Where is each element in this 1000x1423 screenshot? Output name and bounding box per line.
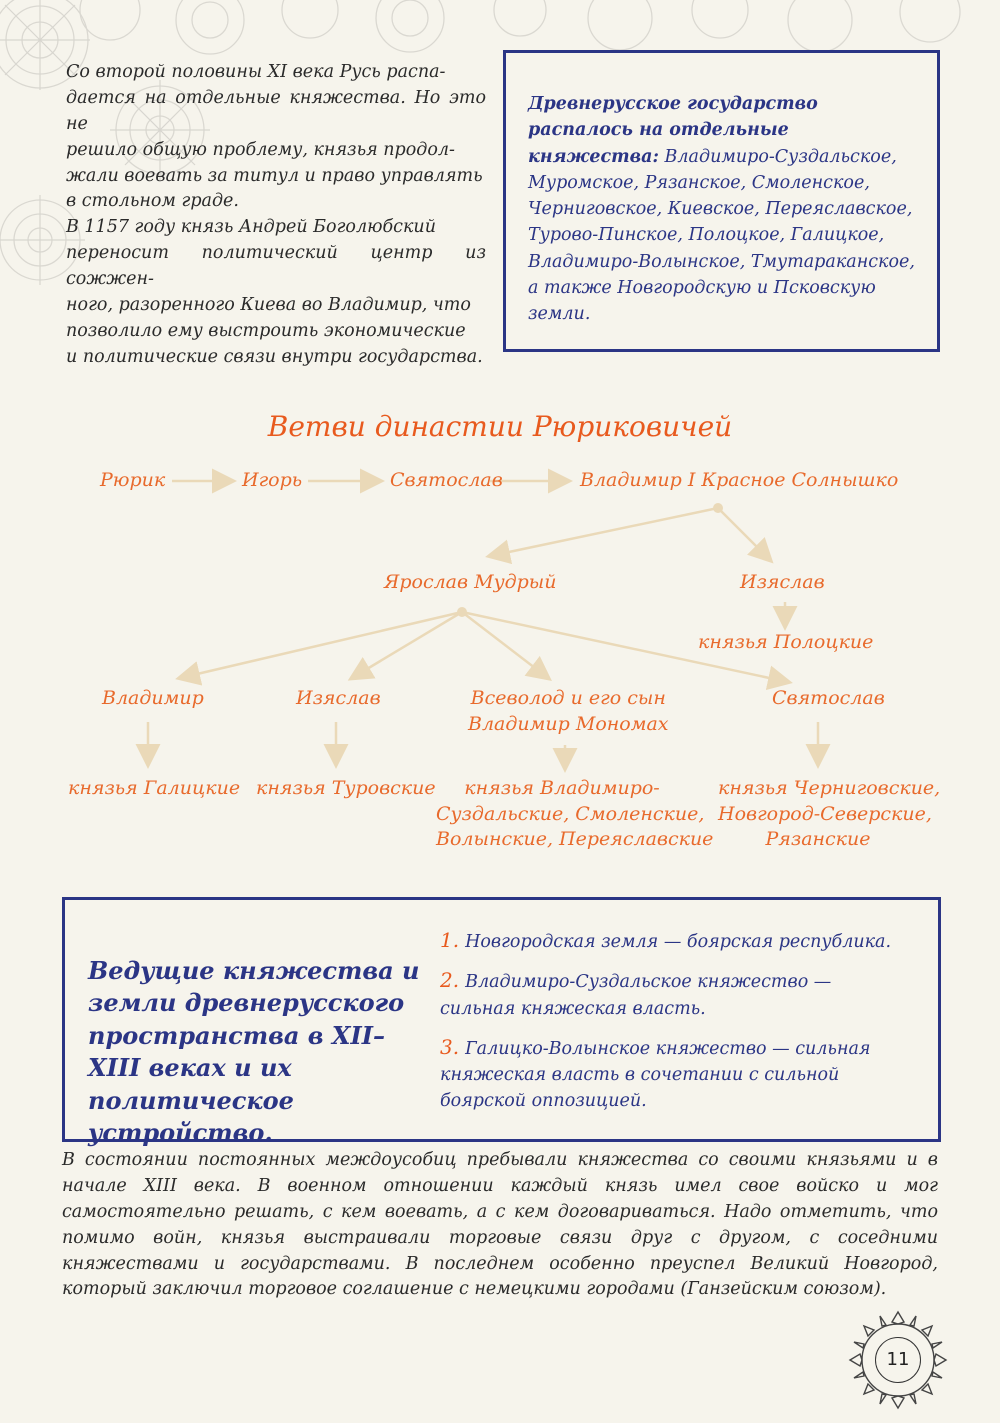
intro-line: в стольном граде. [66, 191, 239, 212]
node-chernigov-princes [718, 776, 941, 853]
intro-line: В 1157 году князь Андрей Боголюбский [66, 217, 436, 238]
node-galich-princes: князья Галицкие [68, 777, 241, 799]
list-text: Галицко-Волынское княжество — сильная княжеская власть в сочетании с сильной боярской оппозицией. [440, 1038, 871, 1112]
node-svyatoslav-2: Святослав [772, 687, 885, 709]
list-text: Новгородская земля — боярская республика. [465, 932, 892, 952]
node-polotsk-princes: князья Полоцкие [698, 631, 874, 653]
node-vladimir-princes [436, 776, 714, 853]
node-rurik: Рюрик [100, 469, 166, 491]
principalities-structure-list [440, 925, 910, 1125]
node-svyatoslav: Святослав [390, 469, 503, 491]
tree-title: Ветви династии Рюриковичей [267, 410, 733, 443]
list-number: 3. [440, 1034, 460, 1059]
intro-line: Со второй половины XI века Русь распа- [66, 62, 446, 82]
principalities-heading: Древнерусское государство распалось на отдельные княжества: [528, 94, 818, 167]
node-vladimir-princes-line3: Волынские, Переяславские [436, 828, 714, 851]
page-number: 11 [875, 1337, 921, 1383]
page-number-badge [848, 1310, 948, 1410]
node-izyaslav: Изяслав [296, 687, 381, 709]
node-izyaslav-polotsk: Изяслав [740, 571, 825, 593]
list-text: Владимиро-Суздальское княжество — сильная княжеская власть. [440, 972, 832, 1019]
node-yaroslav: Ярослав Мудрый [384, 571, 557, 593]
leading-principalities-title: Ведущие княжества и земли древнерусского пространства в XII–XIII веках и их политическое устройство. [88, 956, 420, 1147]
node-vsevolod-line1: Всеволод и его сын [470, 687, 666, 709]
list-item [440, 1032, 910, 1115]
list-number: 2. [440, 968, 460, 993]
list-item [440, 965, 910, 1022]
node-chernigov-line1: князья Черниговские, [718, 777, 941, 799]
intro-line: решило общую проблему, князья продол- [66, 139, 455, 160]
intro-line: жали воевать за титул и право управлять [66, 165, 483, 186]
node-igor: Игорь [242, 469, 303, 491]
node-vladimir-princes-line2: Суздальские, Смоленские, [436, 802, 705, 825]
intro-line: ного, разоренного Киева во Владимир, что [66, 295, 471, 316]
node-vsevolod-line2: Владимир Мономах [468, 712, 669, 735]
intro-line: переносит политический центр из сожжен- [66, 243, 486, 290]
node-vladimir-i: Владимир I Красное Солнышко [580, 469, 899, 491]
node-chernigov-line3: Рязанские [765, 828, 871, 851]
node-vladimir: Владимир [102, 687, 204, 709]
intro-line: дается на отдельные княжества. Но это не [66, 87, 486, 134]
node-vsevolod [468, 686, 669, 737]
node-chernigov-line2: Новгород-Северские, [718, 802, 932, 825]
node-vladimir-princes-line1: князья Владимиро- [464, 777, 660, 799]
closing-paragraph: В состоянии постоянных междоусобиц пребывали княжества со своими князьями и в начале XIII века. В военном отношении каждый князь имел свое войско и мог самостоятельно решать, с кем воевать, а с кем договариваться. Надо отметить, что помимо войн, князья выстраивали торговые связи друг с другом, с соседними княжествами и государствами. В последнем особенно преуспел Великий Новгород, который заключил торговое соглашение с немецкими городами (Ганзейским союзом). [62, 1150, 938, 1300]
list-item [440, 925, 910, 955]
list-number: 1. [440, 928, 460, 952]
principalities-list: Владимиро-Суздальское, Муромское, Рязанское, Смоленское, Черниговское, Киевское, Переяславское, Турово-Пинское, Полоцкое, Галицкое, Владимиро-Волынское, Тмутараканское, а также Новгородскую и Псковскую земли. [528, 146, 915, 324]
intro-line: и политические связи внутри государства. [66, 346, 483, 367]
intro-line: позволило ему выстроить экономические [66, 320, 466, 341]
node-turov-princes: князья Туровские [256, 777, 436, 799]
